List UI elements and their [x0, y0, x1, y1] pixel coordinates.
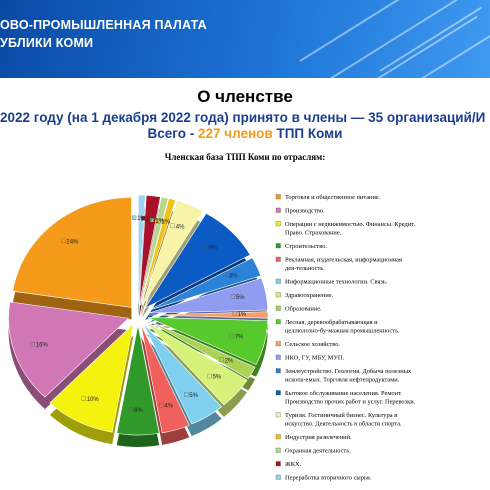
legend-swatch	[276, 355, 281, 360]
pie-label-swatch	[61, 239, 65, 243]
legend-label: НКО, ГУ, МБУ, МУП.	[285, 354, 345, 362]
pie-label-value: 1%	[237, 312, 247, 318]
chart-legend	[276, 194, 416, 482]
legend-label: ЖКХ.	[285, 461, 302, 468]
legend-item	[276, 292, 334, 299]
legend-item	[276, 368, 412, 384]
pie-label-swatch	[184, 393, 188, 397]
legend-label: дея-тельность.	[285, 265, 325, 272]
legend-swatch	[276, 391, 281, 396]
pie-label-swatch	[230, 334, 234, 338]
legend-label: Индустрия развлечений.	[285, 434, 352, 441]
pie-label-swatch	[171, 224, 175, 228]
pie-label-value: 1%	[161, 219, 170, 226]
pie-label-swatch	[224, 273, 228, 277]
legend-item	[276, 221, 415, 237]
subtitle-prefix: Всего -	[147, 126, 198, 141]
pie-label-value: 5%	[235, 295, 245, 302]
chart-title: Членская база ТПП Коми по отраслям:	[164, 152, 326, 162]
legend-swatch	[276, 475, 281, 480]
legend-label: Здравоохранение.	[285, 292, 334, 299]
legend-swatch	[276, 208, 281, 213]
legend-item	[276, 434, 352, 441]
legend-item	[276, 461, 302, 468]
legend-label: Право. Страхование.	[285, 229, 342, 237]
legend-item	[276, 319, 400, 335]
legend-item	[276, 475, 372, 482]
legend-label: Образование.	[285, 305, 322, 313]
legend-swatch	[276, 293, 281, 298]
pie-label-value: 24%	[66, 239, 79, 246]
pie-slice-label	[132, 216, 146, 223]
legend-label: искусство. Деятельность в области спорта.	[285, 420, 402, 428]
pie-label-swatch	[231, 295, 235, 299]
pie-label-value: 3%	[228, 273, 238, 280]
subtitle-line1: 2022 году (на 1 декабря 2022 года) принято в члены — 35 организаций/И	[0, 110, 486, 125]
pie-label-value: 5%	[212, 374, 222, 381]
legend-item	[276, 341, 340, 348]
org-name-line1: ОВО-ПРОМЫШЛЕННАЯ ПАЛАТА	[0, 18, 207, 32]
pie-label-value: 1%	[155, 218, 165, 225]
legend-item	[276, 448, 351, 455]
legend-label: ископа-емых. Торговля нефтепродуктами.	[285, 376, 400, 384]
pie-label-swatch	[207, 374, 211, 378]
legend-item	[276, 194, 381, 201]
legend-swatch	[276, 257, 281, 262]
legend-label: Операции с недвижимостью. Финансы. Кредит.	[285, 221, 416, 228]
legend-label: Переработка вторичного сырья.	[285, 474, 372, 482]
legend-label: целлюлозно-бу-мажная промышленность.	[285, 327, 400, 335]
pie-label-swatch	[233, 312, 237, 316]
legend-swatch	[276, 195, 281, 200]
legend-swatch	[276, 222, 281, 227]
member-count: 227 членов	[198, 126, 273, 141]
pie-chart	[0, 165, 490, 490]
legend-swatch	[276, 448, 281, 453]
pie-label-swatch	[132, 216, 136, 220]
subtitle-suffix: ТПП Коми	[272, 126, 343, 141]
legend-label: Бытовое обслуживание населения. Ремонт.	[285, 390, 402, 397]
legend-swatch	[276, 413, 281, 418]
pie-label-value: 1%	[137, 216, 146, 223]
pie-label-swatch	[159, 403, 163, 407]
legend-swatch	[276, 369, 281, 374]
legend-label: Рекламная, издательская, информационная	[285, 256, 402, 264]
legend-item	[276, 355, 345, 362]
subtitle-line2	[0, 126, 490, 141]
pie-label-value: 7%	[234, 334, 244, 341]
pie-label-value: 5%	[189, 393, 198, 400]
legend-label: Сельское хозяйство.	[285, 341, 341, 348]
legend-swatch	[276, 342, 281, 347]
legend-item	[276, 243, 327, 250]
legend-swatch	[276, 244, 281, 249]
legend-label: Производство прочих работ и услуг. Перевозки.	[285, 398, 416, 406]
pie-label-value: 9%	[208, 245, 218, 252]
legend-item	[276, 412, 402, 428]
legend-label: Строительство.	[285, 243, 327, 250]
legend-label: Землеустройство. Геология. Добыча полезных	[285, 368, 412, 375]
pie-label-value: 6%	[134, 407, 143, 414]
legend-item	[276, 208, 325, 215]
pie-label-swatch	[203, 245, 207, 249]
legend-label: Лесная, деревообрабатывающая и	[285, 319, 378, 326]
pie-label-value: 10%	[86, 397, 99, 404]
legend-item	[276, 306, 322, 313]
pie-slice	[13, 197, 132, 307]
legend-swatch	[276, 279, 281, 284]
legend-label: Туризм. Гостиничный бизнес. Культура и	[285, 412, 398, 419]
legend-swatch	[276, 306, 281, 311]
pie-label-swatch	[31, 342, 35, 346]
org-name-line2: УБЛИКИ КОМИ	[0, 36, 94, 50]
legend-label: Охранная деятельность.	[285, 447, 351, 455]
pie-label-value: 4%	[175, 224, 185, 231]
header-banner	[0, 0, 490, 78]
pie-label-value: 2%	[224, 358, 234, 365]
legend-item	[276, 257, 402, 273]
pie-label-value: 4%	[164, 403, 173, 410]
legend-item	[276, 390, 416, 406]
pie-label-swatch	[129, 407, 133, 411]
legend-label: Производство.	[285, 207, 325, 215]
pie-label-swatch	[82, 397, 86, 401]
legend-item	[276, 279, 388, 286]
legend-label: Торговля и общественное питание.	[285, 194, 381, 201]
legend-swatch	[276, 435, 281, 440]
slide-title: О членстве	[197, 87, 293, 106]
pie-label-value: 2%	[146, 216, 155, 223]
pie-label-value: 16%	[35, 342, 48, 349]
pie-label-swatch	[220, 358, 224, 362]
legend-label: Информационные технологии. Связь.	[285, 278, 388, 286]
legend-swatch	[276, 320, 281, 325]
legend-swatch	[276, 462, 281, 467]
